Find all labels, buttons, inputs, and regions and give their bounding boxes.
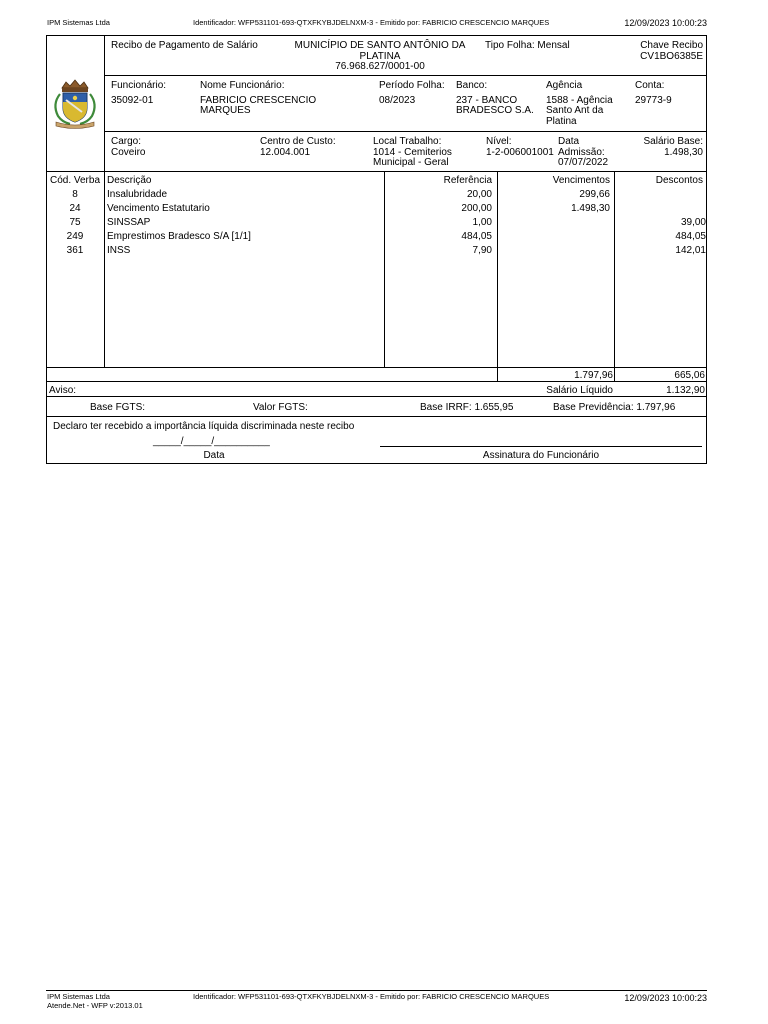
employee-id-value: 35092-01 (111, 95, 154, 106)
row-description: Insalubridade (107, 189, 168, 200)
header-code: Cód. Verba (49, 175, 101, 186)
employee-name-line2: MARQUES (200, 105, 251, 116)
row-deductions: 142,01 (675, 245, 706, 256)
account-value: 29773-9 (635, 95, 672, 106)
divider (46, 381, 707, 382)
cnpj: 76.968.627/0001-00 (335, 61, 425, 72)
admission-label2: Admissão: (558, 147, 605, 158)
row-reference: 20,00 (466, 189, 492, 200)
row-description: Vencimento Estatutario (107, 203, 210, 214)
row-reference: 484,05 (461, 231, 492, 242)
total-earnings: 1.797,96 (574, 370, 613, 381)
col-separator (497, 171, 498, 381)
totals-top-border (46, 367, 707, 368)
row-code: 24 (69, 203, 81, 214)
divider (104, 75, 707, 76)
level-label: Nível: (486, 136, 512, 147)
header-reference: Referência (443, 175, 492, 186)
employee-id-label: Funcionário: (111, 80, 167, 91)
header-earnings: Vencimentos (552, 175, 610, 186)
agency-line1: 1588 - Agência (546, 95, 613, 106)
row-earnings: 299,66 (579, 189, 610, 200)
base-prev: Base Previdência: 1.797,96 (553, 402, 676, 413)
header-company: IPM Sistemas Ltda (47, 18, 110, 27)
header-identifier: Identificador: WFP531101-693-QTXFKYBJDELNXM-3 - Emitido por: FABRICIO CRESCENCIO MARQUES (193, 18, 550, 27)
base-fgts: Base FGTS: (90, 402, 146, 413)
row-reference: 200,00 (461, 203, 492, 214)
date-blank: _____/_____/__________ (153, 436, 270, 447)
row-code: 8 (72, 189, 78, 200)
admission-value: 07/07/2022 (558, 157, 609, 168)
row-earnings: 1.498,30 (571, 203, 610, 214)
receipt-key-value: CV1BO6385E (640, 51, 703, 62)
notice-label: Aviso: (49, 385, 77, 396)
payroll-type: Tipo Folha: Mensal (485, 40, 570, 51)
receipt-title: Recibo de Pagamento de Salário (111, 40, 258, 51)
agency-label: Agência (546, 80, 583, 91)
base-salary-value: 1.498,30 (664, 147, 703, 158)
row-code: 361 (66, 245, 84, 256)
value-fgts: Valor FGTS: (253, 402, 308, 413)
footer-system: Atende.Net - WFP v:2013.01 (47, 1001, 143, 1010)
municipality-line1: MUNICÍPIO DE SANTO ANTÔNIO DA (294, 40, 466, 51)
footer-company: IPM Sistemas Ltda (47, 992, 110, 1001)
divider (46, 396, 707, 397)
bank-line2: BRADESCO S.A. (456, 105, 534, 116)
row-code: 75 (69, 217, 81, 228)
col-separator (384, 171, 385, 367)
signature-label: Assinatura do Funcionário (482, 450, 600, 461)
date-label: Data (203, 450, 225, 461)
row-deductions: 484,05 (675, 231, 706, 242)
workplace-label: Local Trabalho: (373, 136, 442, 147)
cost-center-label: Centro de Custo: (260, 136, 336, 147)
header-deductions: Descontos (655, 175, 703, 186)
divider (104, 131, 707, 132)
cost-center-value: 12.004.001 (260, 147, 311, 158)
receipt-key-label: Chave Recibo (640, 40, 703, 51)
footer-identifier: Identificador: WFP531101-693-QTXFKYBJDELNXM-3 - Emitido por: FABRICIO CRESCENCIO MARQUES (193, 992, 550, 1001)
header-description: Descrição (107, 175, 152, 186)
divider (46, 416, 707, 417)
footer-timestamp: 12/09/2023 10:00:23 (624, 993, 707, 1003)
period-label: Período Folha: (379, 80, 445, 91)
bank-label: Banco: (456, 80, 488, 91)
role-value: Coveiro (111, 147, 146, 158)
row-reference: 7,90 (472, 245, 492, 256)
header-timestamp: 12/09/2023 10:00:23 (624, 18, 707, 28)
row-reference: 1,00 (472, 217, 492, 228)
net-salary-label: Salário Líquido (546, 385, 613, 396)
employee-name-line1: FABRICIO CRESCENCIO (200, 95, 317, 106)
level-value: 1-2-006001001 (486, 147, 554, 158)
col-separator (104, 171, 105, 367)
employee-name-label: Nome Funcionário: (200, 80, 285, 91)
footer-border (46, 990, 707, 991)
account-label: Conta: (635, 80, 665, 91)
row-description: Emprestimos Bradesco S/A [1/1] (107, 231, 251, 242)
signature-line (380, 446, 702, 447)
bank-line1: 237 - BANCO (456, 95, 518, 106)
row-deductions: 39,00 (680, 217, 706, 228)
table-top-border (46, 171, 707, 172)
net-salary-value: 1.132,90 (666, 385, 705, 396)
row-description: INSS (107, 245, 131, 256)
declaration-text: Declaro ter recebido a importância líquida discriminada neste recibo (53, 421, 355, 432)
coat-of-arms-icon (48, 78, 102, 130)
municipality-line2: PLATINA (359, 51, 401, 62)
agency-line2: Santo Ant da (546, 105, 604, 116)
admission-label1: Data (558, 136, 580, 147)
base-irrf: Base IRRF: 1.655,95 (420, 402, 514, 413)
row-code: 249 (66, 231, 84, 242)
col-separator (614, 171, 615, 381)
period-value: 08/2023 (379, 95, 416, 106)
base-salary-label: Salário Base: (643, 136, 703, 147)
role-label: Cargo: (111, 136, 142, 147)
agency-line3: Platina (546, 116, 577, 127)
total-deductions: 665,06 (674, 370, 705, 381)
row-description: SINSSAP (107, 217, 151, 228)
logo-divider (104, 35, 105, 171)
workplace-line2: Municipal - Geral (373, 157, 449, 168)
workplace-line1: 1014 - Cemiterios (373, 147, 452, 158)
